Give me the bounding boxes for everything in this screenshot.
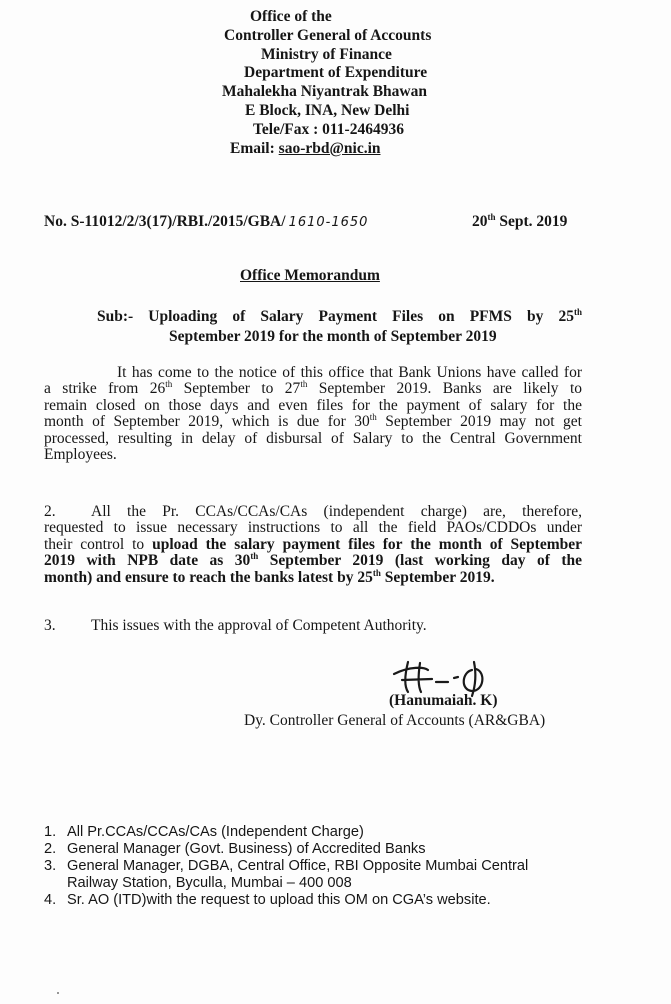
paragraph-1 (44, 365, 582, 463)
p1-sup: th (369, 412, 377, 423)
p1-text: September to 27 (172, 380, 301, 398)
email-link[interactable]: sao-rbd@nic.in (278, 139, 381, 157)
subject-second-line: September 2019 for the month of September 2019 (169, 328, 497, 345)
list-item (44, 841, 604, 858)
p3-text: This issues with the approval of Competent Authority. (91, 617, 427, 634)
p1-line-6: Employees. (44, 446, 117, 464)
p1-text: September 2019 may not get (376, 413, 582, 431)
signatory-name: (Hanumaiah. K) (389, 692, 498, 709)
p2-line-3 (44, 537, 582, 553)
paragraph-2 (44, 504, 582, 586)
p2-sup: th (250, 551, 259, 562)
list-text-block (67, 858, 604, 892)
date-rest: Sept. 2019 (499, 213, 568, 230)
p1-text: a strike from 26 (44, 380, 166, 398)
list-text: General Manager (Govt. Business) of Accredited Banks (67, 841, 426, 857)
list-item (44, 892, 604, 909)
p1-sup: th (165, 379, 173, 390)
p1-line-2 (44, 381, 582, 397)
office-letterhead (0, 8, 671, 158)
letterhead-email (230, 140, 671, 159)
paragraph-3 (44, 618, 582, 634)
reference-number-text: No. S-11012/2/3(17)/RBI./2015/GBA/ (44, 213, 286, 230)
p2-line-2: requested to issue necessary instructions to all the field PAOs/CDDOs under (44, 519, 582, 537)
subject-text: Uploading of Salary Payment Files on PFMS by 25 (148, 308, 574, 325)
p2-text: their control to (44, 535, 153, 553)
date-day: 20 (472, 213, 488, 230)
list-item (44, 824, 604, 841)
date-suffix: th (487, 211, 496, 222)
list-number: 4. (44, 892, 57, 908)
p2-sup: th (372, 567, 381, 578)
p2-line-5 (44, 567, 582, 586)
reference-number (44, 213, 368, 231)
letterhead-office: Office of the (250, 8, 332, 25)
subject-sup: th (573, 306, 582, 317)
p1-line-1: It has come to the notice of this office that Bank Unions have called for (117, 364, 582, 381)
p2-number: 2. (44, 503, 56, 520)
p2-bold-text: September 2019 (last working day of the (258, 552, 582, 570)
p2-text: All the Pr. CCAs/CCAs/CAs (independent charge) are, therefore, (91, 503, 582, 520)
list-number: 3. (44, 858, 57, 874)
letterhead-address: E Block, INA, New Delhi (245, 101, 410, 119)
p1-line-4 (44, 414, 582, 430)
letterhead-department: Department of Expenditure (244, 64, 428, 82)
p1-line-5: processed, resulting in delay of disbursal of Salary to the Central Government (44, 429, 582, 447)
list-number: 2. (44, 841, 57, 857)
signature-stroke (394, 662, 458, 692)
p2-line-4 (44, 553, 582, 569)
p1-text: September 2019. Banks are likely to (307, 380, 583, 398)
p1-line-3: remain closed on those days and even files for the payment of salary for the (44, 396, 582, 414)
list-text: All Pr.CCAs/CCAs/CAs (Independent Charge) (67, 824, 364, 840)
p3-line-1 (44, 618, 582, 634)
letterhead-building: Mahalekha Niyantrak Bhawan (222, 83, 427, 101)
signature-initials (464, 662, 483, 696)
p2-line-1 (44, 504, 582, 520)
memo-date (472, 213, 567, 231)
p3-number: 3. (44, 617, 56, 634)
list-text: Sr. AO (ITD)with the request to upload this OM on CGA’s website. (67, 892, 491, 908)
letterhead-telefax: Tele/Fax : 011-2464936 (253, 120, 404, 138)
letterhead-organisation: Controller General of Accounts (224, 26, 432, 44)
p2-bold-text: month) and ensure to reach the banks latest by 25 (44, 568, 373, 586)
p1-sup: th (300, 379, 308, 390)
list-text-continued: Railway Station, Byculla, Mumbai – 400 008 (67, 875, 352, 891)
email-label: Email: (230, 139, 275, 157)
p2-bold-text: 2019 with NPB date as 30 (44, 552, 251, 570)
signatory-designation: Dy. Controller General of Accounts (AR&GBA) (244, 712, 546, 729)
copy-to-list (44, 824, 604, 909)
subject-first-line (97, 307, 582, 327)
subject-label: Sub:- (97, 308, 134, 325)
p2-bold-text: September 2019. (380, 568, 495, 586)
p1-text: month of September 2019, which is due for 30 (44, 413, 370, 431)
letterhead-ministry: Ministry of Finance (261, 45, 392, 63)
p2-bold-text: upload the salary payment files for the month of September (152, 535, 582, 553)
handwritten-dispatch-number: 1610-1650 (288, 215, 369, 230)
list-number: 1. (44, 824, 57, 840)
scan-speck (57, 992, 59, 994)
subject-line (97, 307, 582, 347)
list-text: General Manager, DGBA, Central Office, RBI Opposite Mumbai Central (67, 858, 529, 874)
page-title: Office Memorandum (240, 267, 380, 284)
list-item (44, 858, 604, 892)
